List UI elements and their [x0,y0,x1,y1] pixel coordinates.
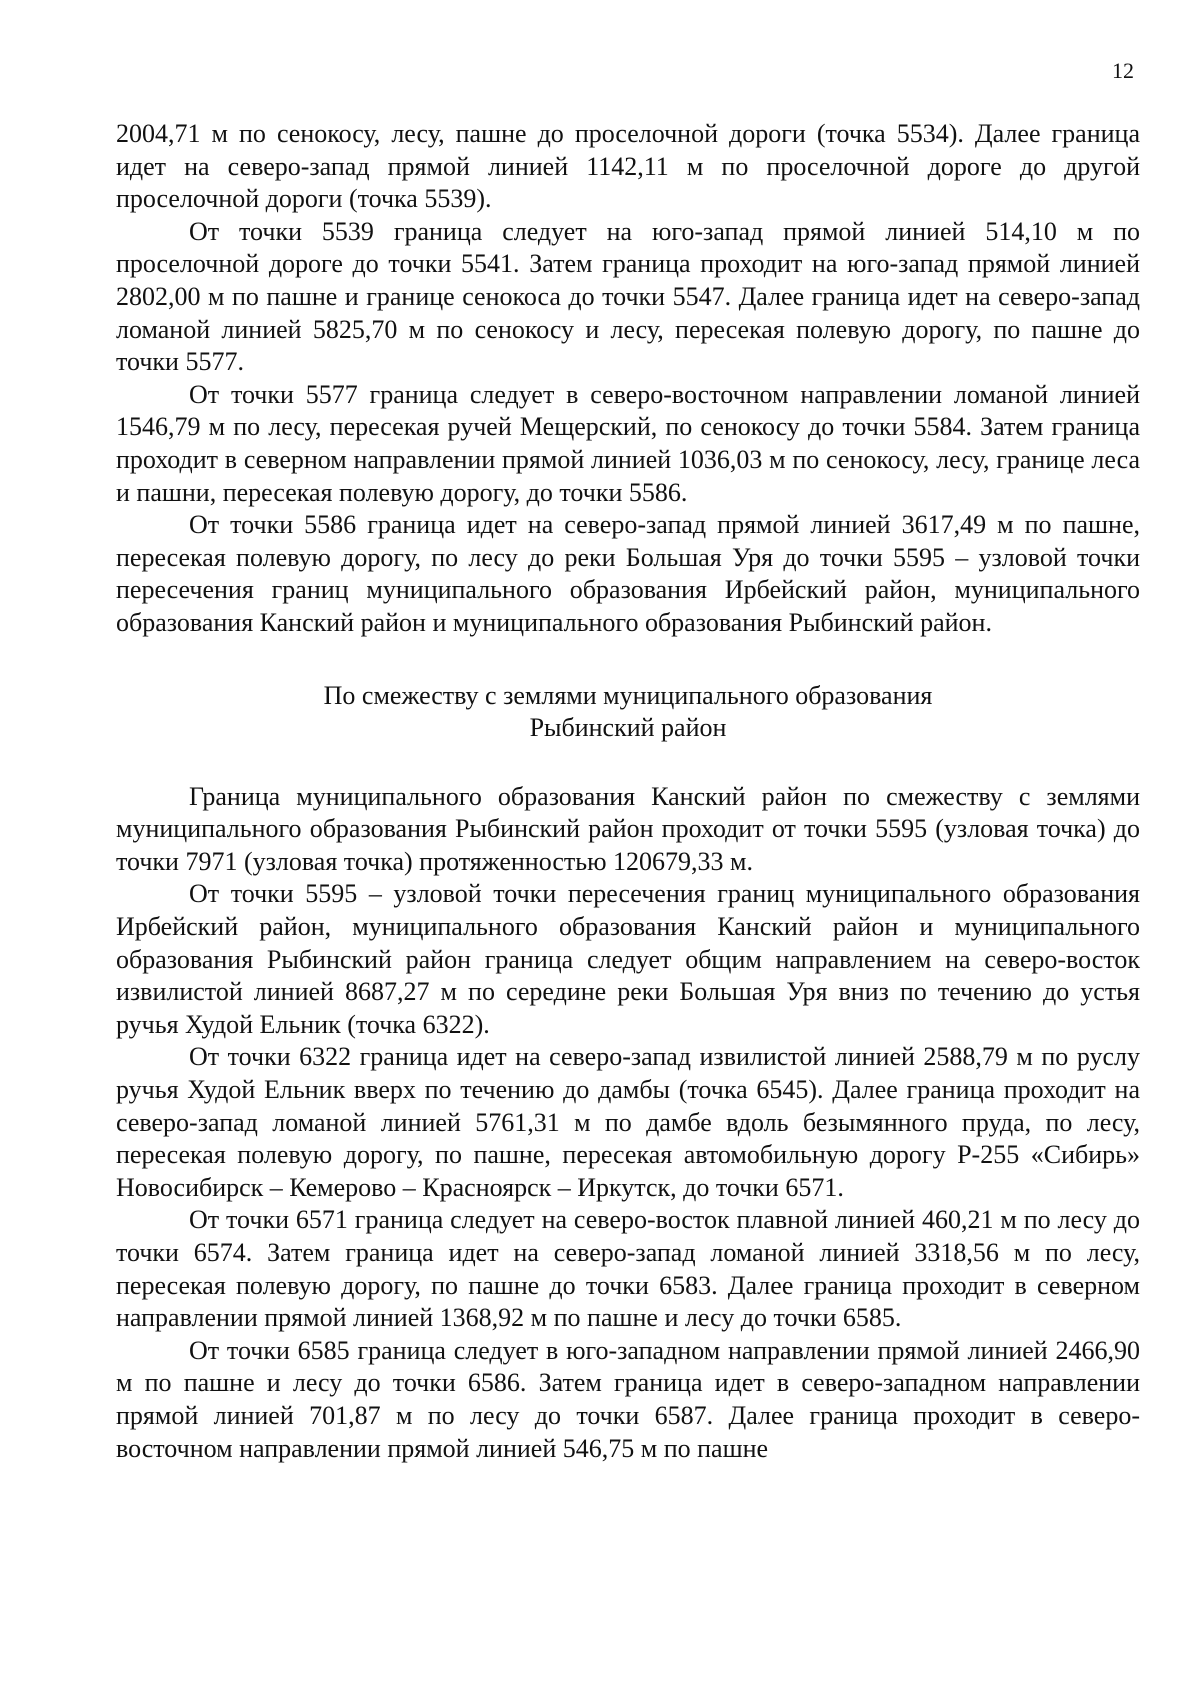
section-heading-line: Рыбинский район [529,713,727,743]
paragraph: От точки 5539 граница следует на юго-запад прямой линией 514,10 м по проселочной дороге до точки 5541. Затем граница проходит на юго-запад прямой линией 2802,00 м по пашне и границе сенокоса до точки 5547. Далее граница идет на северо-запад ломаной линией 5825,70 м по сенокосу и лесу, пересекая полевую дорогу, по пашне до точки 5577. [116,216,1140,377]
paragraph: От точки 5595 – узловой точки пересечения границ муниципального образования Ирбейский район, муниципального образования Канский район и муниципального образования Рыбинский район граница следует общим направлением на северо-восток извилистой линией 8687,27 м по середине реки Большая Уря вниз по течению до устья ручья Худой Ельник (точка 6322). [116,879,1140,1039]
document-body [116,118,1140,1465]
page-number: 12 [1112,58,1134,83]
paragraph: 2004,71 м по сенокосу, лесу, пашне до проселочной дороги (точка 5534). Далее граница идет на северо-запад прямой линией 1142,11 м по проселочной дороге до другой проселочной дороги (точка 5539). [116,119,1140,214]
section-heading [116,680,1140,745]
section-heading-line: По смежеству с землями муниципального образования [323,680,933,710]
paragraph: От точки 5586 граница идет на северо-запад прямой линией 3617,49 м по пашне, пересекая полевую дорогу, по лесу до реки Большая Уря до точки 5595 – узловой точки пересечения границ муниципального образования Ирбейский район, муниципального образования Канский район и муниципального образования Рыбинский район. [116,510,1140,637]
paragraph: От точки 5577 граница следует в северо-восточном направлении ломаной линией 1546,79 м по лесу, пересекая ручей Мещерский, по сенокосу до точки 5584. Затем граница проходит в северном направлении прямой линией 1036,03 м по сенокосу, лесу, границе леса и пашни, пересекая полевую дорогу, до точки 5586. [116,379,1140,507]
paragraph: От точки 6571 граница следует на северо-восток плавной линией 460,21 м по лесу до точки 6574. Затем граница идет на северо-запад ломаной линией 3318,56 м по лесу, пересекая полевую дорогу, по пашне до точки 6583. Далее граница проходит в северном направлении прямой линией 1368,92 м по пашне и лесу до точки 6585. [116,1205,1140,1333]
paragraph: От точки 6585 граница следует в юго-западном направлении прямой линией 2466,90 м по пашне и лесу до точки 6586. Затем граница идет в северо-западном направлении прямой линией 701,87 м по лесу до точки 6587. Далее граница проходит в северо-восточном направлении прямой линией 546,75 м по пашне [116,1335,1140,1463]
paragraph: От точки 6322 граница идет на северо-запад извилистой линией 2588,79 м по руслу ручья Худой Ельник вверх по течению до дамбы (точка 6545). Далее граница проходит на северо-запад ломаной линией 5761,31 м по дамбе вдоль безымянного пруда, по лесу, пересекая полевую дорогу, по пашне, пересекая автомобильную дорогу Р-255 «Сибирь» Новосибирск – Кемерово – Красноярск – Иркутск, до точки 6571. [116,1042,1140,1202]
paragraph: Граница муниципального образования Канский район по смежеству с землями муниципального образования Рыбинский район проходит от точки 5595 (узловая точка) до точки 7971 (узловая точка) протяженностью 120679,33 м. [116,781,1140,876]
